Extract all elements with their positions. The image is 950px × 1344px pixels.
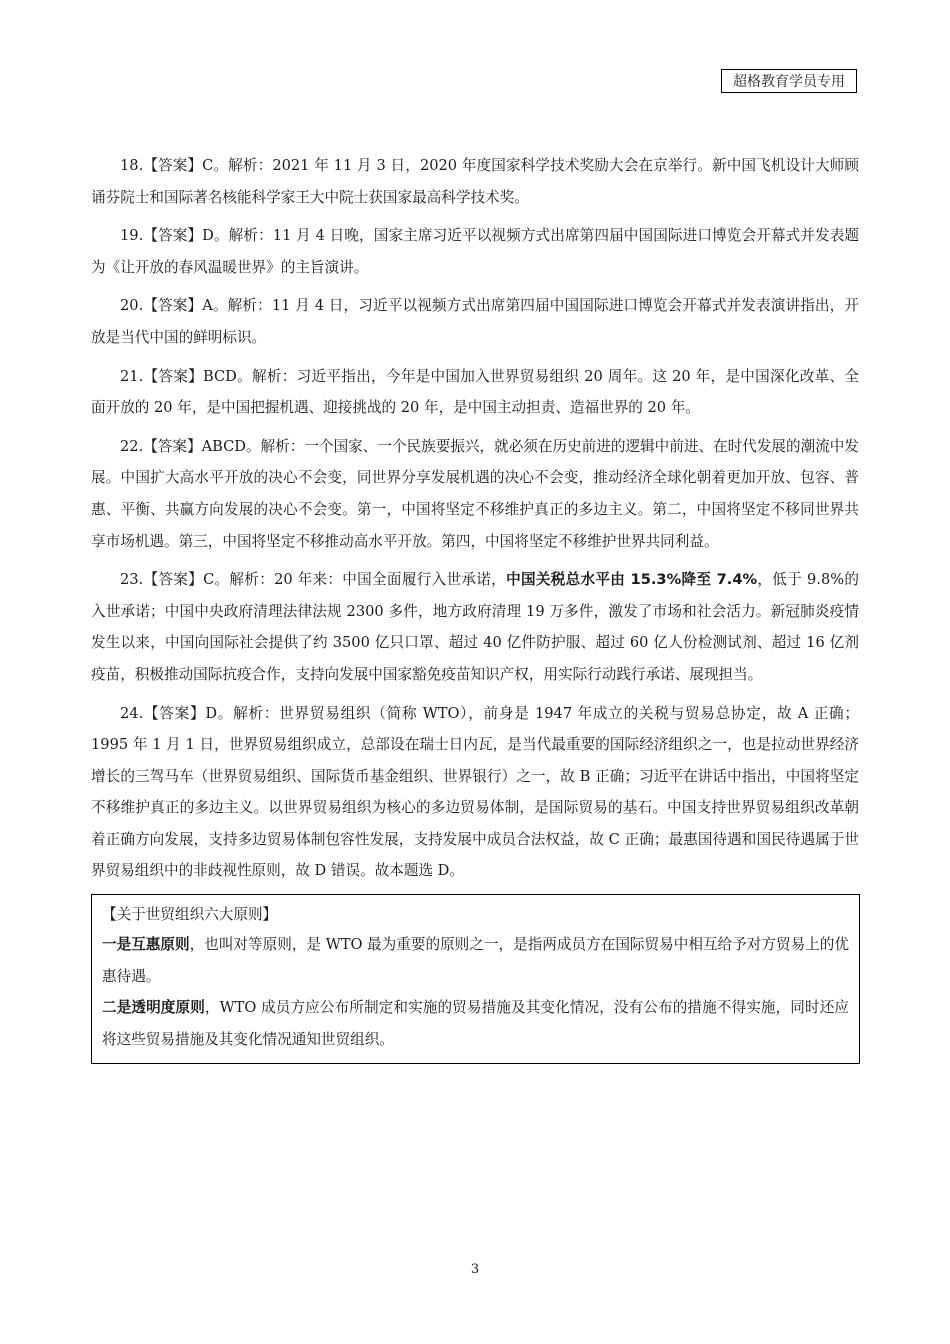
principle-2-title: 二是透明度原则: [102, 999, 205, 1017]
answer-18-text: 18.【答案】C。解析：2021 年 11 月 3 日，2020 年度国家科学技术奖励大会在京举行。新中国飞机设计大师顾诵芬院士和国际著名核能科学家王大中院士获国家最高科学技术奖。: [91, 157, 859, 206]
page-number: 3: [470, 1262, 480, 1277]
principle-2-text: ，WTO 成员方应公布所制定和实施的贸易措施及其变化情况，没有公布的措施不得实施，同时还应将这些贸易措施及其变化情况通知世贸组织。: [102, 999, 849, 1048]
answer-23: [91, 564, 859, 690]
wto-principles-box: [91, 894, 860, 1064]
answer-20-text: 20.【答案】A。解析：11 月 4 日，习近平以视频方式出席第四届中国国际进口博览会开幕式并发表演讲指出，开放是当代中国的鲜明标识。: [91, 297, 859, 346]
answer-22-text: 22.【答案】ABCD。解析：一个国家、一个民族要振兴，就必须在历史前进的逻辑中前进、在时代发展的潮流中发展。中国扩大高水平开放的决心不会变，同世界分享发展机遇的决心不会变，推动经济全球化朝着更加开放、包容、普惠、平衡、共赢方向发展的决心不会变。第一，中国将坚定不移维护真正的多边主义。第二，中国将坚定不移同世界共享市场机遇。第三，中国将坚定不移推动高水平开放。第四，中国将坚定不移维护世界共同利益。: [91, 437, 859, 550]
answer-19: [91, 220, 859, 283]
answer-23-rest: ，低于 9.8%的入世承诺；中国中央政府清理法律法规 2300 多件，地方政府清理 19 万多件，激发了市场和社会活力。新冠肺炎疫情发生以来，中国向国际社会提供了约 3500 亿只口罩、超过 40 亿件防护服、超过 60 亿人份检测试剂、超过 16 亿剂疫苗，积极推动国际抗疫合作，支持向发展中国家豁免疫苗知识产权，用实际行动践行承诺、展现担当。: [91, 571, 859, 683]
principle-1-title: 一是互惠原则: [102, 936, 190, 954]
answer-24: [91, 698, 859, 888]
header-badge: 超格教育学员专用: [721, 69, 857, 93]
answer-23-bold: 中国关税总水平由 15.3%降至 7.4%: [506, 571, 758, 589]
box-title: 【关于世贸组织六大原则】: [102, 906, 278, 924]
answer-18: [91, 150, 859, 213]
answer-content: [91, 150, 859, 1064]
principle-1: [102, 929, 849, 992]
answer-21: [91, 361, 859, 424]
principle-1-text: ，也叫对等原则，是 WTO 最为重要的原则之一，是指两成员方在国际贸易中相互给予对方贸易上的优惠待遇。: [102, 936, 849, 985]
answer-20: [91, 290, 859, 353]
answer-24-text: 24.【答案】D。解析：世界贸易组织（简称 WTO），前身是 1947 年成立的关税与贸易总协定，故 A 正确；1995 年 1 月 1 日，世界贸易组织成立，总部设在瑞士日内瓦，是当代最重要的国际经济组织之一，也是拉动世界经济增长的三驾马车（世界贸易组织、国际货币基金组织、世界银行）之一，故 B 正确；习近平在讲话中指出，中国将坚定不移维护真正的多边主义。以世界贸易组织为核心的多边贸易体制，是国际贸易的基石。中国支持世界贸易组织改革朝着正确方向发展，支持多边贸易体制包容性发展，支持发展中成员合法权益，故 C 正确；最惠国待遇和国民待遇属于世界贸易组织中的非歧视性原则，故 D 错误。故本题选 D。: [91, 704, 859, 880]
answer-19-text: 19.【答案】D。解析：11 月 4 日晚，国家主席习近平以视频方式出席第四届中国国际进口博览会开幕式并发表题为《让开放的春风温暖世界》的主旨演讲。: [91, 227, 859, 276]
answer-23-lead: 23.【答案】C。解析：20 年来：中国全面履行入世承诺，: [120, 571, 507, 589]
principle-2: [102, 992, 849, 1055]
answer-22: [91, 431, 859, 557]
answer-21-text: 21.【答案】BCD。解析：习近平指出，今年是中国加入世界贸易组织 20 周年。这 20 年，是中国深化改革、全面开放的 20 年，是中国把握机遇、迎接挑战的 20 年，是中国主动担责、造福世界的 20 年。: [91, 367, 859, 417]
